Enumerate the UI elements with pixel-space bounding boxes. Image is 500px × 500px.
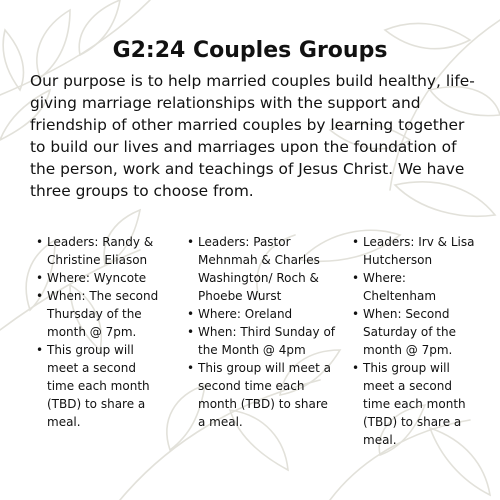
group-leaders: • Leaders: Pastor Mehnmah & Charles Washington/ Roch & Phoebe Wurst [187,233,337,305]
group-location: • Where: Wyncote [36,269,166,287]
group-leaders: • Leaders: Irv & Lisa Hutcherson [352,233,477,269]
group-schedule: • When: The second Thursday of the month @ 7pm. [36,287,166,341]
group-details-list [352,233,477,449]
purpose-statement: Our purpose is to help married couples build healthy, life-giving marriage relationships with the support and friendship of other married couples by learning together to build our lives and marriages upon the foundation of the person, work and teachings of Jesus Christ. We have three groups to choose from. [30,72,475,200]
group-details-list [187,233,337,431]
group-column-3 [352,233,477,449]
group-location: • Where: Oreland [187,305,337,323]
group-schedule: • When: Second Saturday of the month @ 7pm. [352,305,477,359]
group-column-1 [36,233,166,431]
group-meal-note: • This group will meet a second time each month (TBD) to share a meal. [36,341,166,431]
group-details-list [36,233,166,431]
group-leaders: • Leaders: Randy & Christine Eliason [36,233,166,269]
group-meal-note: • This group will meet a second time each month (TBD) to share a meal. [187,359,337,431]
group-column-2 [187,233,337,431]
page-title: G2:24 Couples Groups [112,38,388,63]
group-meal-note: • This group will meet a second time each month (TBD) to share a meal. [352,359,477,449]
group-schedule: • When: Third Sunday of the Month @ 4pm [187,323,337,359]
group-location: • Where: Cheltenham [352,269,477,305]
